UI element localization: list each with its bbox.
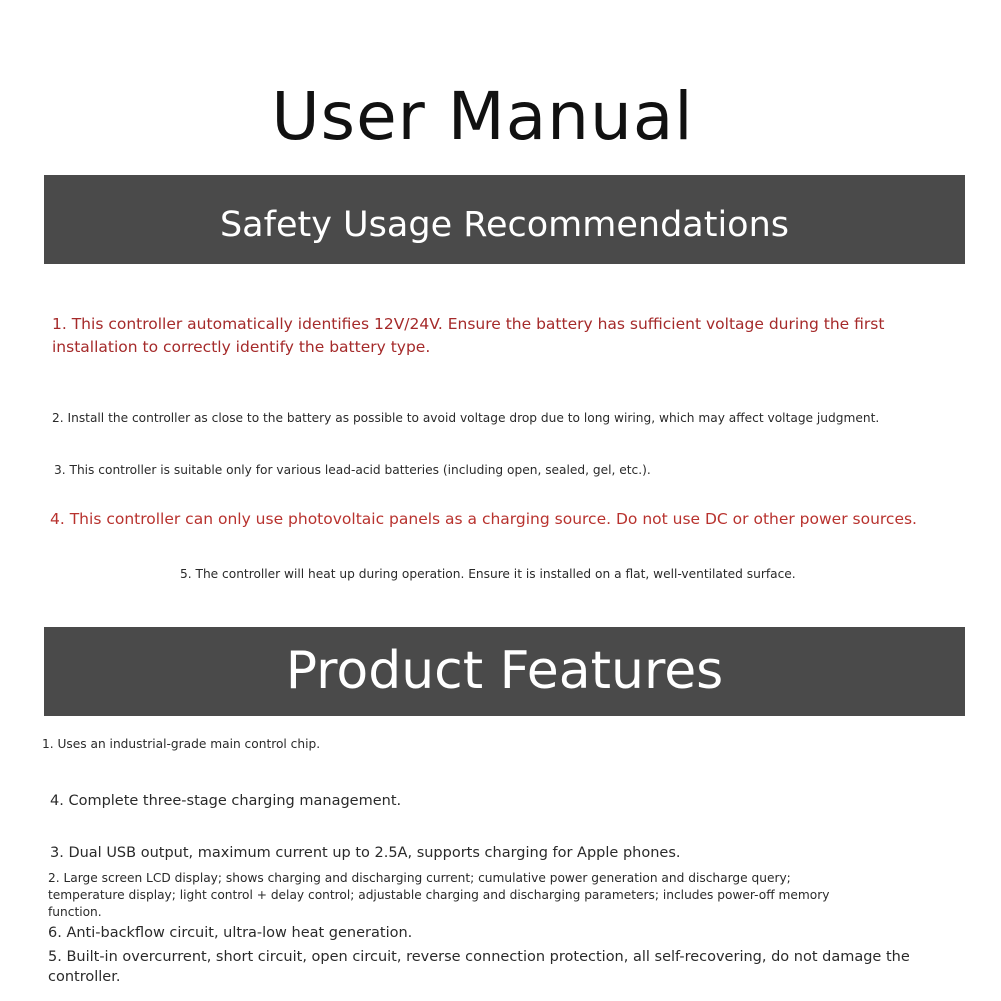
feature-item-2-line-3: function.	[48, 905, 102, 919]
feature-item-4: 4. Complete three-stage charging management.	[50, 793, 402, 809]
safety-item-1-line-1: 1. This controller automatically identifies 12V/24V. Ensure the battery has sufficient voltage during the first	[52, 315, 885, 333]
safety-item-4: 4. This controller can only use photovoltaic panels as a charging source. Do not use DC or other power sources.	[50, 510, 917, 528]
page-title: User Manual	[271, 78, 694, 155]
feature-item-5-line-2: controller.	[48, 969, 121, 985]
feature-item-3: 3. Dual USB output, maximum current up to 2.5A, supports charging for Apple phones.	[50, 845, 681, 861]
features-section-heading: Product Features	[44, 627, 965, 716]
feature-item-2-line-2: temperature display; light control + delay control; adjustable charging and discharging parameters; includes power-off memory	[48, 888, 830, 902]
safety-item-3: 3. This controller is suitable only for various lead-acid batteries (including open, sealed, gel, etc.).	[54, 463, 651, 477]
safety-item-5: 5. The controller will heat up during operation. Ensure it is installed on a flat, well-ventilated surface.	[180, 567, 796, 581]
feature-item-1: 1. Uses an industrial-grade main control chip.	[42, 737, 321, 751]
safety-section-heading: Safety Usage Recommendations	[44, 175, 965, 264]
safety-item-1-line-2: installation to correctly identify the battery type.	[52, 338, 431, 356]
feature-item-2-line-1: 2. Large screen LCD display; shows charging and discharging current; cumulative power generation and discharge query;	[48, 871, 791, 885]
safety-item-2: 2. Install the controller as close to the battery as possible to avoid voltage drop due to long wiring, which may affect voltage judgment.	[52, 411, 880, 425]
feature-item-6: 6. Anti-backflow circuit, ultra-low heat generation.	[48, 925, 413, 941]
feature-item-5-line-1: 5. Built-in overcurrent, short circuit, open circuit, reverse connection protection, all self-recovering, do not damage the	[48, 949, 910, 965]
